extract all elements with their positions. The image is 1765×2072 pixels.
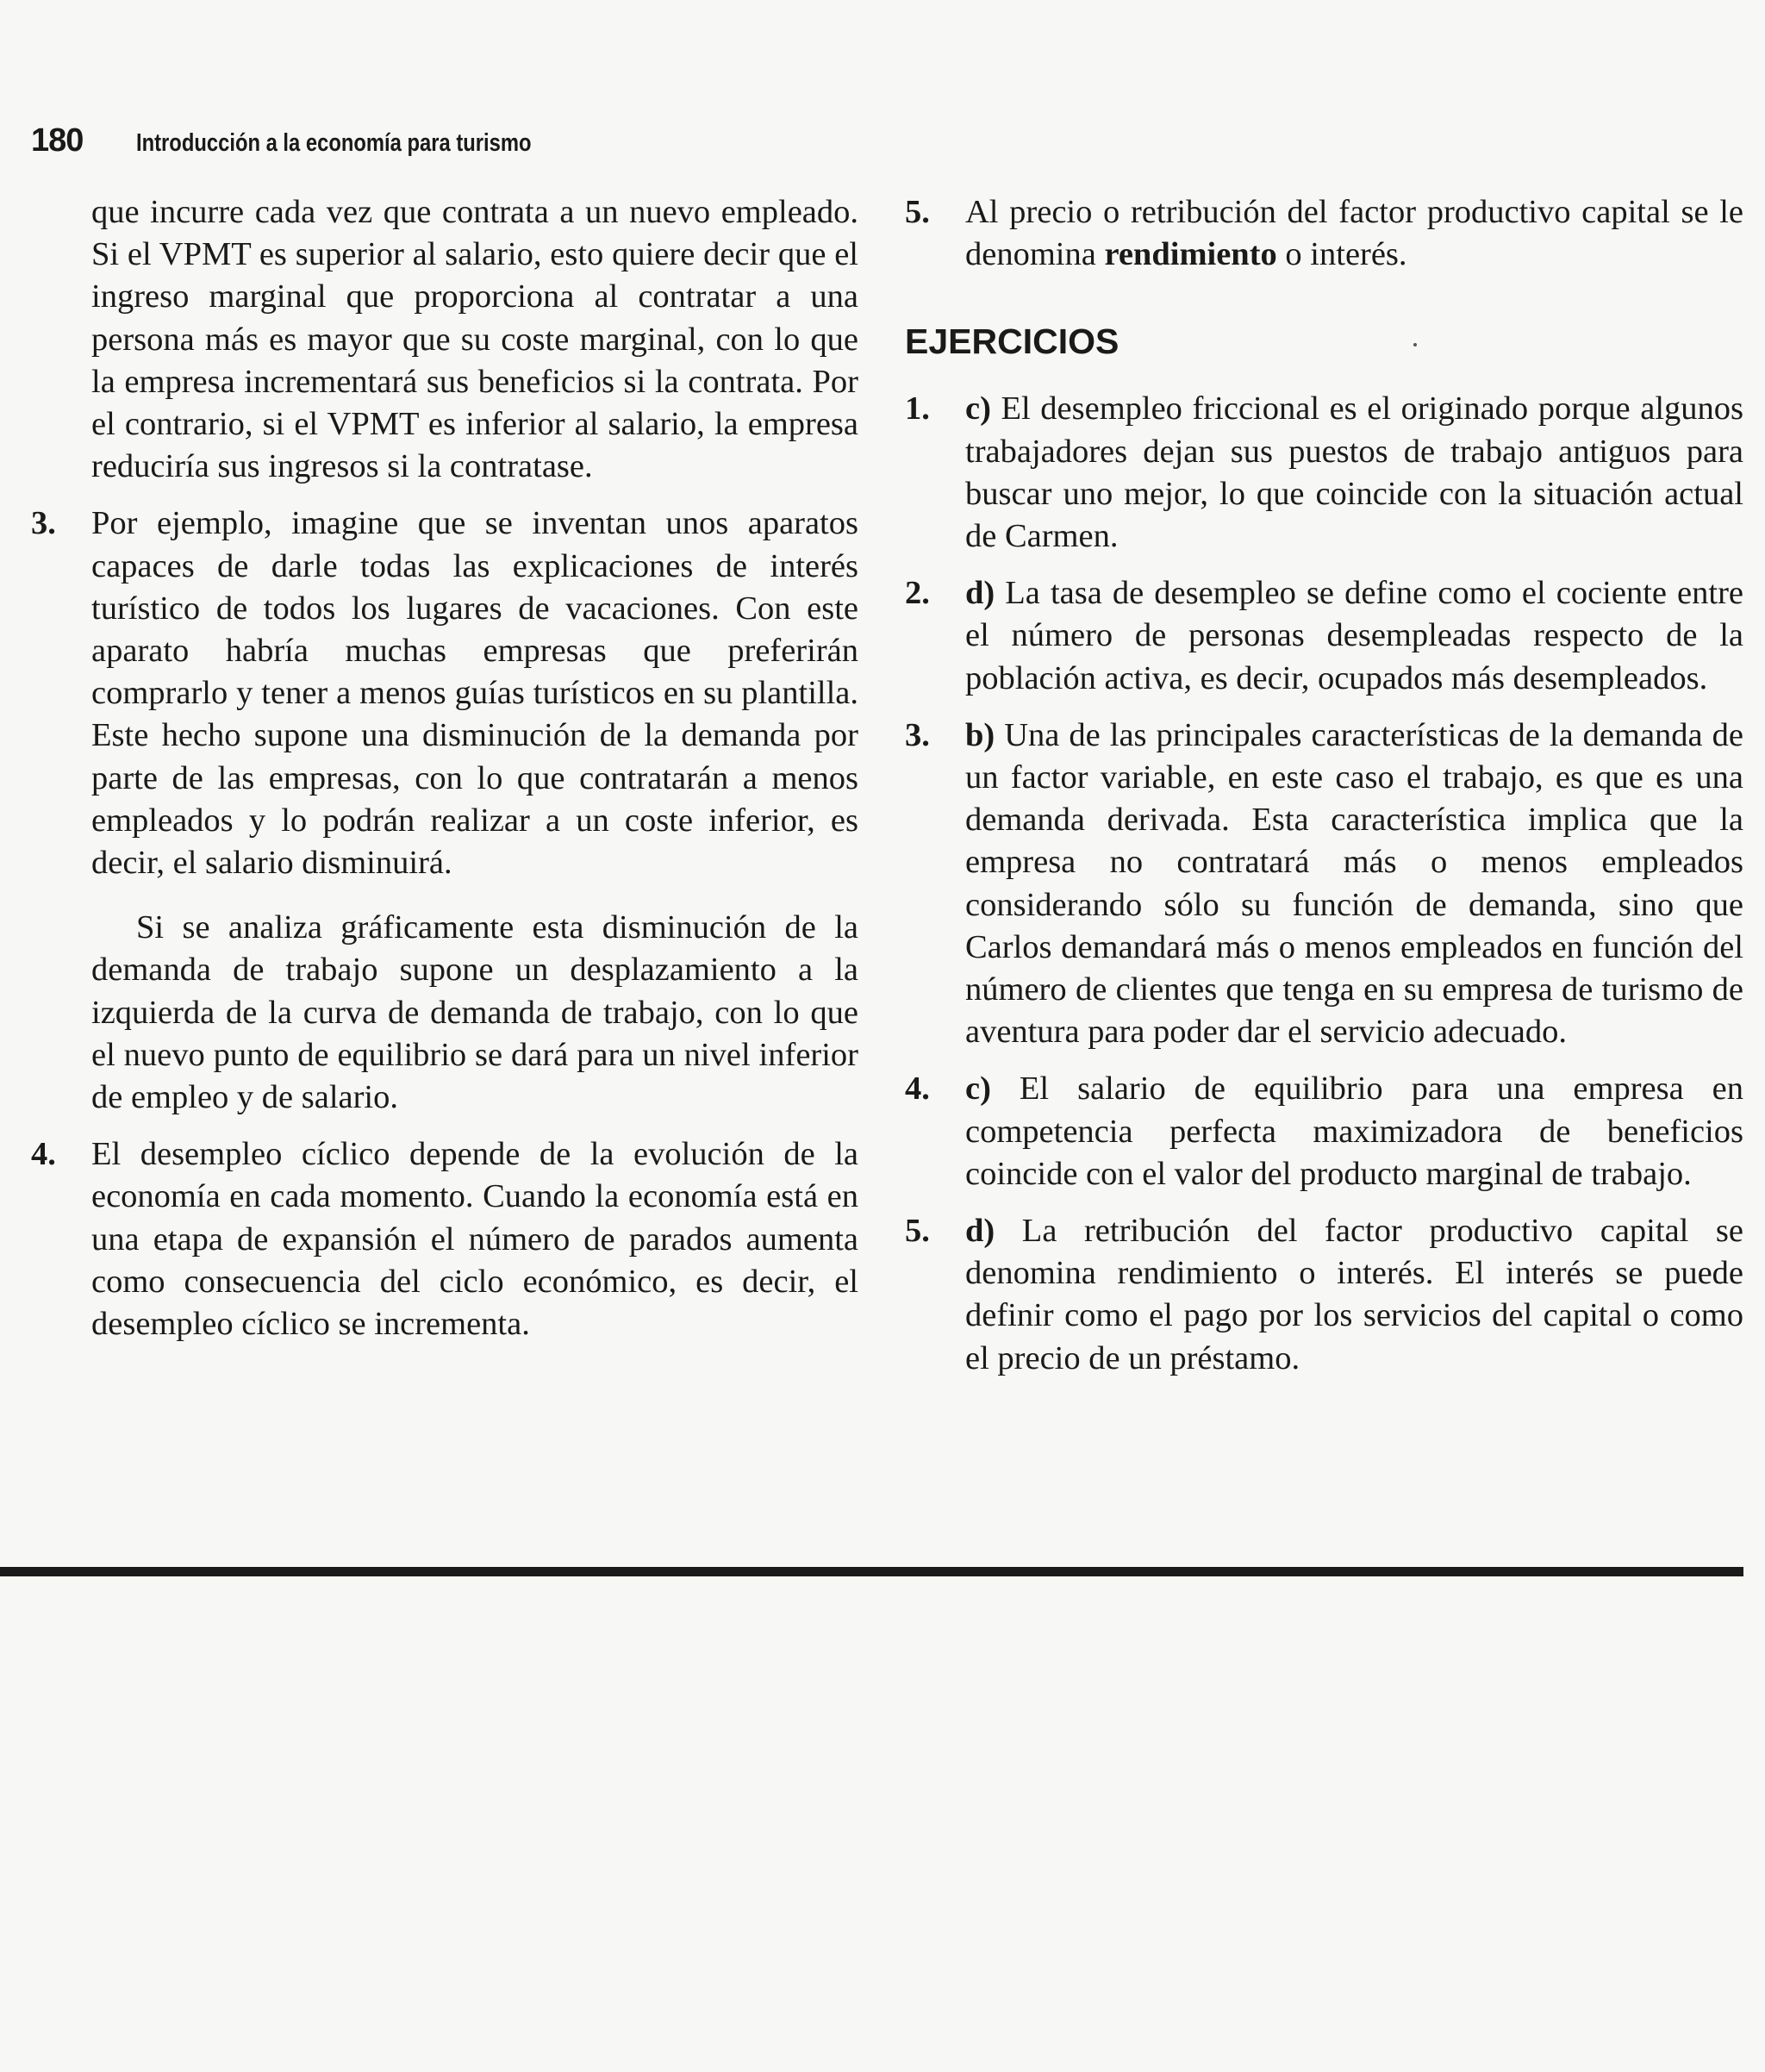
- exercise-item: [905, 572, 1743, 700]
- exercise-text: [965, 715, 1743, 1054]
- item-text: [965, 191, 1743, 276]
- section-heading: EJERCICIOS: [905, 321, 1119, 362]
- exercise-item: [905, 1210, 1743, 1380]
- item-text-part: Al precio o retribución del factor productivo capital se le denomina: [965, 194, 1743, 273]
- exercise-text: [965, 388, 1743, 558]
- item-number: 5.: [905, 194, 930, 230]
- right-column: [905, 191, 1743, 1380]
- paragraph-followup: Si se analiza gráficamente esta disminución de la demanda de trabajo supone un desplazamiento a la izquierda de la curva de demanda de trabajo, con lo que el nuevo punto de equilibrio se dará para un nivel inferior de empleo y de salario.: [91, 909, 858, 1116]
- answer-item-4: [31, 1133, 858, 1345]
- answer-letter: d): [965, 1213, 995, 1250]
- exercise-item: [905, 388, 1743, 558]
- item-text-part: o interés.: [1276, 236, 1407, 273]
- bold-term: rendimiento: [1104, 236, 1277, 273]
- scan-speck: [1413, 343, 1417, 346]
- exercise-body: El salario de equilibrio para una empresa en competencia perfecta maximizadora de beneficios coincide con el valor del producto marginal de trabajo.: [965, 1070, 1743, 1192]
- answer-letter: c): [965, 1070, 991, 1108]
- answer-item-5: [905, 191, 1743, 276]
- answer-letter: d): [965, 575, 995, 612]
- exercise-text: [965, 1068, 1743, 1195]
- exercise-body: El desempleo friccional es el originado porque algunos trabajadores dejan sus puestos de trabajo antiguos para buscar uno mejor, lo que coincide con la situación actual de Carmen.: [965, 390, 1743, 555]
- page-rule: [0, 1567, 1743, 1576]
- page-number: 180: [31, 122, 84, 159]
- exercise-item: [905, 1068, 1743, 1195]
- exercise-text: [965, 1210, 1743, 1380]
- answer-item-3: [31, 502, 858, 884]
- answer-letter: b): [965, 716, 995, 753]
- answer-letter: c): [965, 390, 991, 428]
- book-title: Introducción a la economía para turismo: [136, 129, 532, 157]
- exercise-body: La tasa de desempleo se define como el cociente entre el número de personas desempleadas respecto de la población activa, es decir, ocupados más desempleados.: [965, 575, 1743, 696]
- exercise-number: 3.: [905, 716, 930, 753]
- exercise-body: Una de las principales características de la demanda de un factor variable, en este caso el trabajo, es que es una demanda derivada. Esta característica implica que la empresa no contratará más o menos empleados considerando sólo su función de demanda, sino que Carlos demandará más o menos empleados en función del número de clientes que tenga en su empresa de turismo de aventura para poder dar el servicio adecuado.: [965, 716, 1743, 1051]
- exercise-number: 2.: [905, 575, 930, 612]
- exercise-number: 4.: [905, 1070, 930, 1108]
- item-number: 3.: [31, 505, 56, 542]
- running-head: [31, 122, 619, 159]
- item-number: 4.: [31, 1136, 56, 1173]
- paragraph-continuation: que incurre cada vez que contrata a un nuevo empleado. Si el VPMT es superior al salario, esto quiere decir que el ingreso marginal que proporciona al contratar a una persona más es mayor que su coste marginal, con lo que la empresa incrementará sus beneficios si la contrata. Por el contrario, si el VPMT es inferior al salario, la empresa reduciría sus ingresos si la contratase.: [91, 194, 858, 485]
- exercise-text: [965, 572, 1743, 700]
- exercise-number: 5.: [905, 1213, 930, 1250]
- left-column: [31, 191, 858, 1345]
- exercise-number: 1.: [905, 390, 930, 428]
- exercise-body: La retribución del factor productivo capital se denomina rendimiento o interés. El interés se puede definir como el pago por los servicios del capital o como el precio de un préstamo.: [965, 1213, 1743, 1376]
- item-text: El desempleo cíclico depende de la evolución de la economía en cada momento. Cuando la economía está en una etapa de expansión el número de parados aumenta como consecuencia del ciclo económico, es decir, el desempleo cíclico se incrementa.: [91, 1136, 858, 1343]
- exercise-item: [905, 715, 1743, 1054]
- item-text: Por ejemplo, imagine que se inventan unos aparatos capaces de darle todas las explicaciones de interés turístico de todos los lugares de vacaciones. Con este aparato habría muchas empresas que preferirán comprarlo y tener a menos guías turísticos en su plantilla. Este hecho supone una disminución de la demanda por parte de las empresas, con lo que contratarán a menos empleados y lo podrán realizar a un coste inferior, es decir, el salario disminuirá.: [91, 505, 858, 882]
